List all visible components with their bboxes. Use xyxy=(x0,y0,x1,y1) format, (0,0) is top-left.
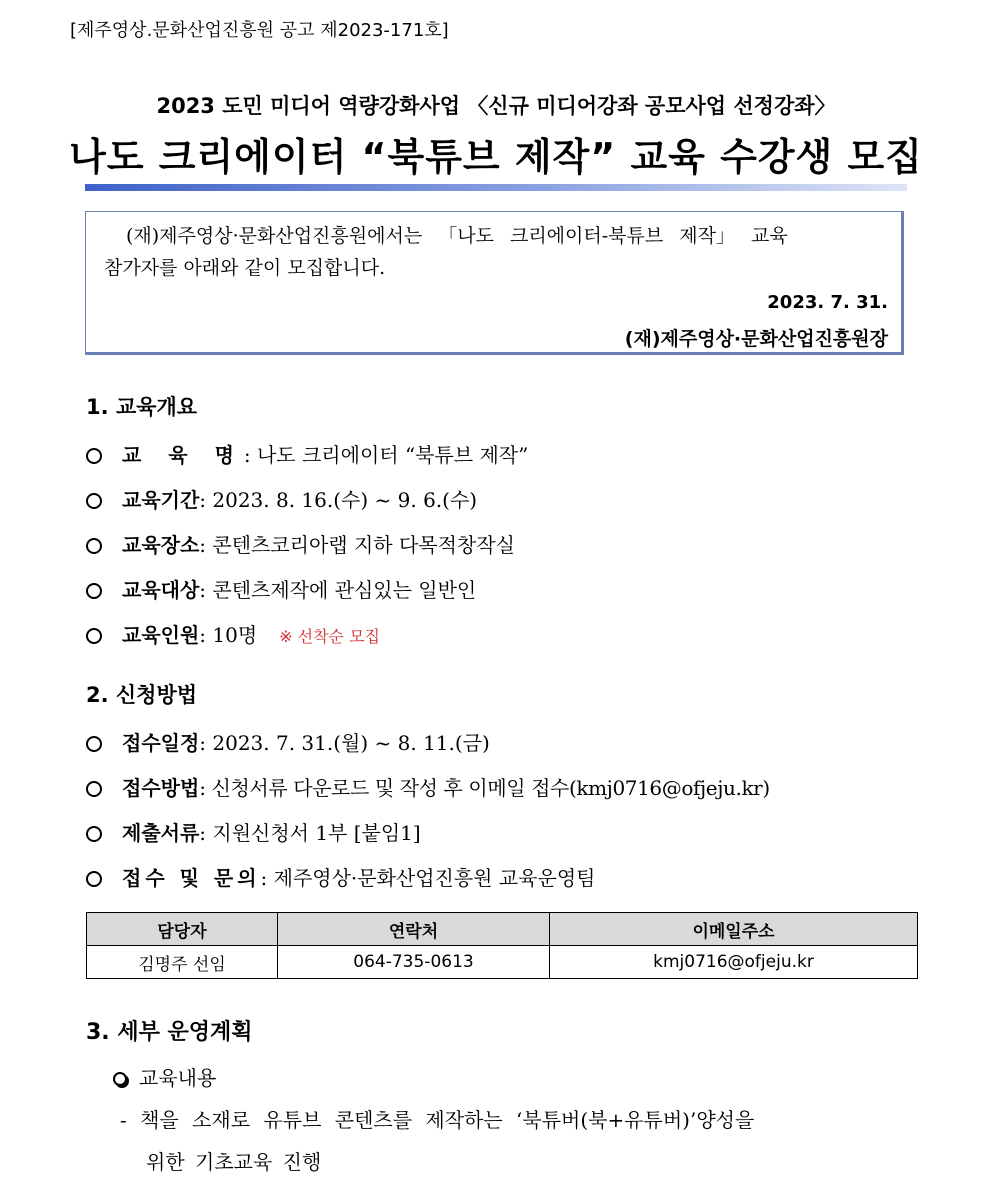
item-label: 교육내용 xyxy=(139,1066,217,1090)
notice-number: [제주영상.문화산업진흥원 공고 제2023-171호] xyxy=(70,20,449,41)
column-header: 담당자 xyxy=(87,913,278,946)
shadow-circle-bullet-icon xyxy=(113,1072,127,1086)
contact-table xyxy=(86,912,918,979)
contact-email: kmj0716@ofjeju.kr xyxy=(550,946,918,979)
table-row xyxy=(87,946,918,979)
section-heading-overview: 1. 교육개요 xyxy=(86,395,198,419)
item-value: : 2023. 8. 16.(수) ~ 9. 6.(수) xyxy=(199,488,478,512)
circle-bullet-icon xyxy=(86,538,102,554)
contact-phone: 064-735-0613 xyxy=(278,946,550,979)
item-label: 접수 및 문의 xyxy=(122,866,261,890)
item-value: : 지원신청서 1부 [붙임1] xyxy=(199,821,421,845)
circle-bullet-icon xyxy=(86,448,102,464)
overview-item-location xyxy=(86,529,515,558)
section-heading-application: 2. 신청방법 xyxy=(86,683,198,707)
item-label: 접수일정 xyxy=(122,731,200,755)
intro-line-1: (재)제주영상·문화산업진흥원에서는 「나도 크리에이터-북튜브 제작」 교육 xyxy=(126,225,788,247)
section-heading-plan: 3. 세부 운영계획 xyxy=(86,1020,253,1045)
circle-bullet-icon xyxy=(86,493,102,509)
item-value: : 콘텐츠제작에 관심있는 일반인 xyxy=(199,578,477,602)
item-label: 교육기간 xyxy=(122,488,200,512)
item-value: : 10명 xyxy=(199,623,258,647)
overview-item-course-name xyxy=(86,439,528,468)
application-item-inquiry xyxy=(86,862,595,891)
item-value: : 나도 크리에이터 “북튜브 제작” xyxy=(243,443,529,467)
item-label: 교 육 명 xyxy=(122,443,244,467)
first-come-note: ※ 선착순 모집 xyxy=(279,627,381,646)
item-label: 제출서류 xyxy=(122,821,200,845)
item-label: 접수방법 xyxy=(122,776,200,800)
overview-item-period xyxy=(86,484,477,513)
application-item-method xyxy=(86,772,770,801)
announcement-date: 2023. 7. 31. xyxy=(767,292,888,313)
column-header: 연락처 xyxy=(278,913,550,946)
document-subtitle: 2023 도민 미디어 역량강화사업 〈신규 미디어강좌 공모사업 선정강좌〉 xyxy=(156,94,836,118)
application-item-schedule xyxy=(86,727,490,756)
item-value: : 제주영상·문화산업진흥원 교육운영팀 xyxy=(260,866,596,890)
plan-item-content xyxy=(113,1062,216,1091)
intro-line-2: 참가자를 아래와 같이 모집합니다. xyxy=(104,257,386,279)
title-underline-bar xyxy=(85,184,907,191)
issuing-organization: (재)제주영상·문화산업진흥원장 xyxy=(624,328,888,350)
circle-bullet-icon xyxy=(86,826,102,842)
item-label: 교육장소 xyxy=(122,533,200,557)
item-value: : 콘텐츠코리아랩 지하 다목적창작실 xyxy=(199,533,515,557)
circle-bullet-icon xyxy=(86,628,102,644)
overview-item-target xyxy=(86,574,476,603)
column-header: 이메일주소 xyxy=(550,913,918,946)
document-title: 나도 크리에이터 “북튜브 제작” 교육 수강생 모집 xyxy=(69,135,923,179)
contact-person: 김명주 선임 xyxy=(87,946,278,979)
circle-bullet-icon xyxy=(86,736,102,752)
circle-bullet-icon xyxy=(86,583,102,599)
circle-bullet-icon xyxy=(86,871,102,887)
item-label: 교육대상 xyxy=(122,578,200,602)
plan-description-line-1: - 책을 소재로 유튜브 콘텐츠를 제작하는 ‘북튜버(북+유튜버)’양성을 xyxy=(120,1108,755,1132)
application-item-documents xyxy=(86,817,421,846)
item-label: 교육인원 xyxy=(122,623,200,647)
plan-description-line-2: 위한 기초교육 진행 xyxy=(146,1150,322,1174)
overview-item-capacity xyxy=(86,619,380,648)
table-header-row xyxy=(87,913,918,946)
item-value: : 2023. 7. 31.(월) ~ 8. 11.(금) xyxy=(199,731,490,755)
circle-bullet-icon xyxy=(86,781,102,797)
item-value: : 신청서류 다운로드 및 작성 후 이메일 접수(kmj0716@ofjeju.kr) xyxy=(199,776,770,800)
